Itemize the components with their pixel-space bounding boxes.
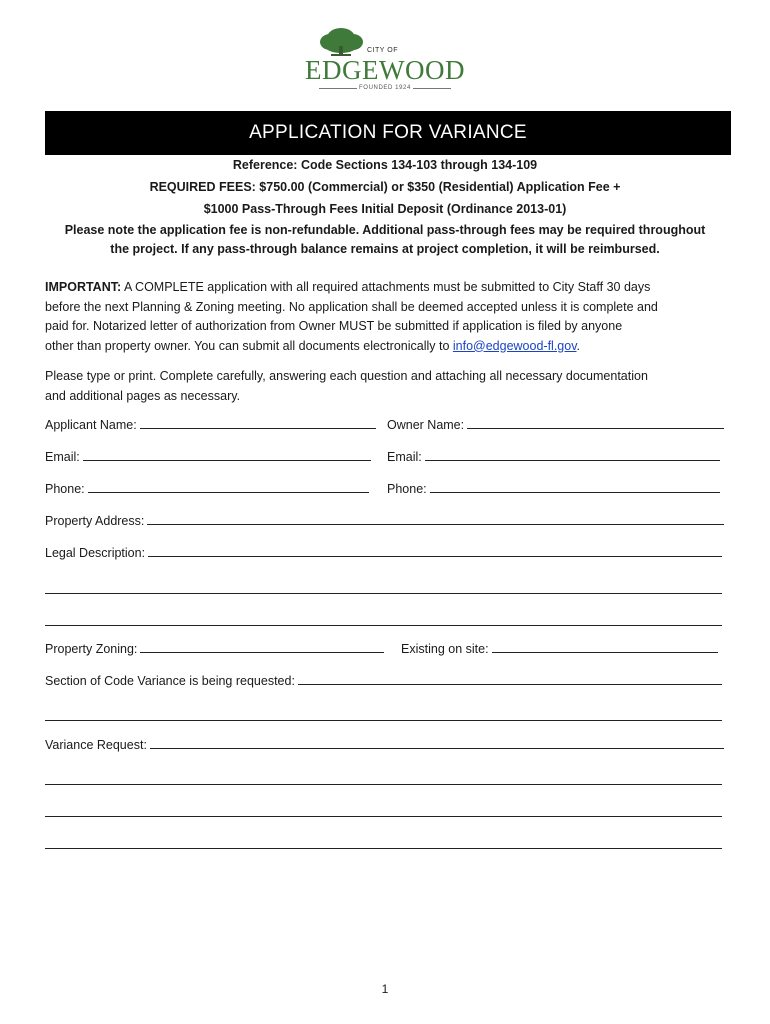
owner-email-label: Email: bbox=[387, 450, 422, 464]
owner-phone-input-line[interactable] bbox=[430, 491, 720, 493]
instructions-line2: and additional pages as necessary. bbox=[45, 388, 241, 403]
applicant-phone-label: Phone: bbox=[45, 482, 85, 496]
owner-name-label: Owner Name: bbox=[387, 418, 465, 432]
owner-phone-label: Phone: bbox=[387, 482, 427, 496]
important-text-2: before the next Planning & Zoning meeting. No application shall be deemed accepted unless it is complete and bbox=[45, 299, 658, 314]
page-number: 1 bbox=[381, 982, 389, 996]
logo-rule-right bbox=[413, 88, 451, 89]
required-fees-line2: $1000 Pass-Through Fees Initial Deposit (Ordinance 2013-01) bbox=[203, 202, 567, 216]
important-paragraph bbox=[45, 278, 729, 356]
applicant-email-field[interactable] bbox=[45, 450, 371, 464]
legal-description-input-line[interactable] bbox=[148, 555, 722, 557]
important-text-3: paid for. Notarized letter of authorization from Owner MUST be submitted if application is filed by anyone bbox=[45, 319, 623, 333]
important-text-1: A COMPLETE application with all required attachments must be submitted to City Staff 30 days bbox=[121, 280, 651, 294]
legal-description-label: Legal Description: bbox=[45, 546, 146, 560]
applicant-phone-field[interactable] bbox=[45, 482, 369, 496]
instructions-paragraph bbox=[45, 367, 729, 406]
logo-city-name: EDGEWOOD bbox=[305, 55, 465, 85]
property-zoning-label: Property Zoning: bbox=[45, 642, 138, 656]
variance-request-field[interactable] bbox=[45, 738, 724, 752]
code-section-field[interactable] bbox=[45, 674, 722, 688]
property-address-label: Property Address: bbox=[45, 514, 145, 528]
important-end: . bbox=[576, 338, 581, 353]
owner-name-field[interactable] bbox=[387, 418, 724, 432]
applicant-name-input-line[interactable] bbox=[140, 427, 376, 429]
variance-request-label: Variance Request: bbox=[45, 738, 147, 752]
existing-on-site-label: Existing on site: bbox=[401, 642, 489, 656]
important-text-4: other than property owner. You can submit all documents electronically to bbox=[45, 338, 453, 353]
existing-on-site-field[interactable] bbox=[401, 642, 718, 656]
logo-founded-text: FOUNDED 1924 bbox=[359, 85, 411, 91]
applicant-phone-input-line[interactable] bbox=[88, 491, 369, 493]
variance-request-input-line[interactable] bbox=[150, 747, 724, 749]
email-link[interactable]: info@edgewood-fl.gov bbox=[452, 338, 577, 353]
code-section-extra-line[interactable] bbox=[45, 720, 722, 721]
legal-description-extra-line-1[interactable] bbox=[45, 593, 722, 594]
legal-description-field[interactable] bbox=[45, 546, 722, 560]
code-section-input-line[interactable] bbox=[298, 683, 722, 685]
code-section-label: Section of Code Variance is being requested: bbox=[45, 674, 295, 688]
legal-description-extra-line-2[interactable] bbox=[45, 625, 722, 626]
fee-note-line1: Please note the application fee is non-refundable. Additional pass-through fees may be required throughout bbox=[64, 223, 706, 237]
applicant-name-label: Applicant Name: bbox=[45, 418, 137, 432]
variance-request-extra-line-2[interactable] bbox=[45, 816, 722, 817]
important-label: IMPORTANT: bbox=[45, 280, 122, 294]
instructions-line1: Please type or print. Complete carefully, answering each question and attaching all necessary documentation bbox=[45, 369, 648, 383]
variance-request-extra-line-3[interactable] bbox=[45, 848, 722, 849]
property-zoning-field[interactable] bbox=[45, 642, 384, 656]
fee-note-line2: the project. If any pass-through balance remains at project completion, it will be reimbursed. bbox=[110, 242, 660, 256]
code-reference: Reference: Code Sections 134-103 through 134-109 bbox=[232, 158, 538, 172]
logo-city-text: CITY OF bbox=[367, 47, 398, 54]
property-address-field[interactable] bbox=[45, 514, 724, 528]
owner-name-input-line[interactable] bbox=[467, 427, 724, 429]
required-fees-line1: REQUIRED FEES: $750.00 (Commercial) or $350 (Residential) Application Fee + bbox=[149, 180, 621, 194]
property-address-input-line[interactable] bbox=[147, 523, 724, 525]
variance-request-extra-line-1[interactable] bbox=[45, 784, 722, 785]
existing-on-site-input-line[interactable] bbox=[492, 651, 718, 653]
property-zoning-input-line[interactable] bbox=[140, 651, 384, 653]
applicant-email-label: Email: bbox=[45, 450, 80, 464]
fee-note bbox=[40, 221, 730, 259]
owner-email-input-line[interactable] bbox=[425, 459, 720, 461]
city-logo bbox=[305, 24, 465, 96]
applicant-name-field[interactable] bbox=[45, 418, 376, 432]
applicant-email-input-line[interactable] bbox=[83, 459, 371, 461]
owner-phone-field[interactable] bbox=[387, 482, 720, 496]
page-title: APPLICATION FOR VARIANCE bbox=[45, 111, 731, 155]
owner-email-field[interactable] bbox=[387, 450, 720, 464]
